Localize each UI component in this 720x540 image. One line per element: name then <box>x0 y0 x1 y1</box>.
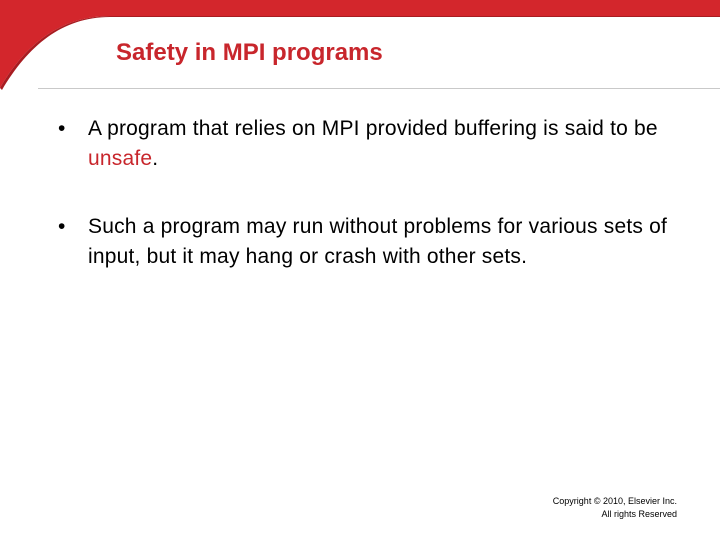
bullet-marker: • <box>58 117 66 140</box>
bullet-marker: • <box>58 215 66 238</box>
copyright-notice <box>553 495 677 521</box>
copyright-line: Copyright © 2010, Elsevier Inc. <box>552 496 677 506</box>
unsafe-keyword: unsafe <box>88 147 153 170</box>
slide-title: Safety in MPI programs <box>116 39 383 66</box>
bullet-text-end: . <box>152 147 159 170</box>
title-divider <box>38 88 720 89</box>
bullet-text: A program that relies on MPI provided buffering is said to be <box>88 117 658 140</box>
rights-line: All rights Reserved <box>601 509 677 519</box>
bullet-item <box>58 114 698 174</box>
bullet-item <box>58 212 698 272</box>
bullet-list <box>58 114 698 310</box>
bullet-text: Such a program may run without problems for various sets of input, but it may hang or crash with other sets. <box>88 215 668 268</box>
